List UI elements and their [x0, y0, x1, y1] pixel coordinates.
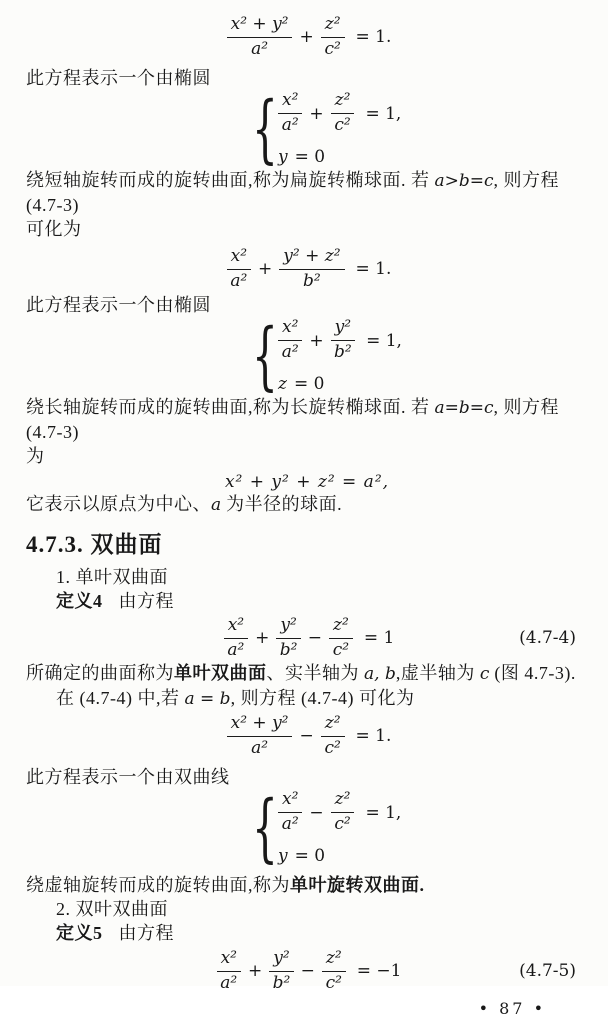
- subsection-two-sheet-hyperboloid: 2. 双叶双曲面: [56, 899, 168, 919]
- fraction: [331, 318, 355, 362]
- numerator: x² + y²: [227, 714, 293, 737]
- definition-4-label: 定义4: [56, 591, 103, 611]
- text-run: , 则方程 (4.7-3): [26, 170, 560, 215]
- fraction: [227, 247, 251, 291]
- fraction: [279, 247, 344, 291]
- fraction: [278, 790, 302, 834]
- equals-rhs: = 1.: [355, 27, 392, 47]
- numerator: y²: [269, 949, 293, 972]
- fraction: [224, 616, 248, 660]
- fraction: [278, 318, 302, 362]
- equation-one-sheet-reduced: [26, 713, 588, 759]
- paragraph-reduces-to: 可化为: [26, 219, 82, 239]
- page-number: • 87 •: [478, 999, 546, 1018]
- equals-rhs: = 0: [294, 146, 326, 167]
- paragraph-prolate-rotation: [26, 395, 588, 444]
- bold-term: 单叶双曲面: [174, 663, 267, 683]
- text-run: , 则方程 (4.7-3): [26, 397, 560, 442]
- denominator: a²: [281, 115, 299, 135]
- paragraph-ellipse-intro-2: 此方程表示一个由椭圆: [26, 295, 211, 315]
- equals-rhs: = 1,: [365, 802, 402, 823]
- system-lines: [274, 318, 402, 393]
- system-constraint-line: [274, 147, 325, 167]
- text-run: ,虚半轴为: [395, 663, 480, 683]
- equals-rhs: = 0: [294, 845, 326, 866]
- numerator: z²: [331, 91, 355, 114]
- paragraph-sphere-desc: [26, 492, 588, 517]
- denominator: b²: [279, 639, 298, 660]
- plus-operator: +: [309, 103, 324, 124]
- text-run: 、实半轴为: [266, 663, 364, 683]
- equation-number: (4.7-4): [519, 628, 576, 648]
- fraction: [227, 15, 293, 59]
- variable: y: [278, 146, 288, 167]
- definition-5-text: 由方程: [118, 923, 174, 943]
- denominator: a²: [230, 270, 248, 291]
- plus-operator: +: [299, 27, 314, 47]
- text-run: 为半径的球面.: [221, 494, 343, 514]
- numerator: z²: [322, 949, 346, 972]
- system-equation-line: [274, 318, 402, 362]
- numerator: z²: [331, 790, 355, 813]
- denominator: a²: [251, 737, 269, 758]
- denominator: a²: [251, 38, 269, 59]
- denominator: a²: [281, 814, 299, 834]
- equals-rhs: = 1.: [355, 726, 392, 746]
- denominator: a²: [220, 972, 238, 993]
- fraction: [329, 616, 353, 660]
- text-run: 绕短轴旋转而成的旋转曲面,称为扁旋转椭球面. 若: [26, 170, 435, 190]
- plus-operator: +: [247, 961, 263, 981]
- section-heading-hyperboloids: 4.7.3. 双曲面: [26, 532, 163, 557]
- denominator: c²: [334, 115, 351, 135]
- numerator: z²: [329, 616, 353, 639]
- numerator: x²: [217, 949, 241, 972]
- subsection-one-sheet-hyperboloid: 1. 单叶双曲面: [56, 567, 168, 587]
- equals-rhs: = −1: [356, 961, 402, 981]
- paragraph-case-a-equals-b: [26, 686, 588, 711]
- system-hyperbola-xz: [252, 785, 588, 871]
- equation-two-sheet-hyperboloid: [26, 947, 588, 995]
- denominator: c²: [324, 737, 341, 758]
- system-brace: {: [252, 313, 278, 399]
- system-lines: [274, 91, 401, 166]
- denominator: b²: [303, 270, 321, 291]
- minus-operator: −: [300, 961, 315, 981]
- numerator: z²: [321, 15, 345, 38]
- paragraph-hyperboloid-desc: [26, 661, 588, 686]
- text-run: 在 (4.7-4) 中,若: [56, 688, 185, 708]
- variable: z: [278, 373, 287, 394]
- definition-4-line: [26, 589, 588, 613]
- numerator: y²: [276, 616, 300, 639]
- fraction: [269, 949, 293, 993]
- fraction: [322, 949, 346, 993]
- system-lines: [274, 790, 401, 865]
- bold-term: 单叶旋转双曲面.: [290, 875, 425, 895]
- numerator: x²: [278, 790, 302, 813]
- fraction: [217, 949, 241, 993]
- numerator: y²: [331, 318, 355, 341]
- equation-oblate-spheroid: [26, 14, 588, 60]
- variable: y: [278, 845, 288, 866]
- system-constraint-line: [274, 846, 325, 866]
- fraction: [331, 91, 355, 135]
- equals-rhs: = 0: [293, 373, 325, 394]
- paragraph-oblate-rotation: [26, 168, 588, 217]
- equation-prolate-spheroid: [26, 245, 588, 293]
- denominator: c²: [325, 972, 342, 993]
- definition-4-text: 由方程: [118, 591, 174, 611]
- inline-math: a, b: [364, 664, 396, 684]
- numerator: x²: [227, 247, 251, 270]
- fraction: [321, 714, 345, 758]
- fraction: [276, 616, 300, 660]
- minus-operator: −: [309, 802, 324, 823]
- numerator: x²: [278, 318, 302, 341]
- system-ellipse-xz: [252, 86, 588, 172]
- definition-5-line: [26, 921, 588, 945]
- plus-operator: +: [255, 628, 270, 648]
- paragraph-becomes: 为: [26, 446, 45, 466]
- numerator: z²: [321, 714, 345, 737]
- numerator: y² + z²: [279, 247, 344, 270]
- denominator: c²: [324, 38, 341, 59]
- text-run: , 则方程 (4.7-4) 可化为: [230, 688, 415, 708]
- equals-rhs: = 1.: [355, 259, 392, 279]
- text-run: 绕虚轴旋转而成的旋转曲面,称为: [26, 875, 290, 895]
- denominator: b²: [334, 342, 352, 362]
- equation-number: (4.7-5): [519, 961, 576, 981]
- numerator: x²: [224, 616, 248, 639]
- inline-math: a>b=c: [434, 171, 494, 191]
- fraction: [321, 15, 345, 59]
- inline-math: a: [211, 495, 222, 515]
- system-equation-line: [274, 91, 401, 135]
- inline-math: a = b: [184, 689, 231, 709]
- equals-rhs: = 1: [363, 628, 395, 648]
- system-brace: {: [252, 785, 278, 871]
- text-run: 绕长轴旋转而成的旋转曲面,称为长旋转椭球面. 若: [26, 397, 435, 417]
- inline-math: a=b=c: [434, 398, 494, 418]
- paragraph-hyperbola-intro: 此方程表示一个由双曲线: [26, 767, 230, 787]
- inline-math: c: [479, 664, 490, 684]
- equation-one-sheet-hyperboloid: [26, 615, 588, 661]
- equation-row-4-7-5: [26, 947, 588, 995]
- text-run: (图 4.7-3).: [489, 663, 576, 683]
- denominator: a²: [227, 639, 245, 660]
- numerator: x²: [278, 91, 302, 114]
- equals-rhs: = 1,: [366, 330, 402, 351]
- numerator: x² + y²: [227, 15, 293, 38]
- minus-operator: −: [299, 726, 314, 746]
- equals-rhs: = 1,: [365, 103, 402, 124]
- equation-sphere: x² + y² + z² = a²,: [224, 472, 390, 492]
- plus-operator: +: [258, 259, 273, 279]
- paragraph-rotation-hyperboloid: [26, 873, 588, 897]
- text-run: 它表示以原点为中心、: [26, 494, 211, 514]
- fraction: [331, 790, 355, 834]
- paragraph-ellipse-intro-1: 此方程表示一个由椭圆: [26, 68, 211, 88]
- minus-operator: −: [307, 628, 323, 648]
- system-constraint-line: [274, 374, 324, 394]
- denominator: c²: [332, 639, 350, 660]
- system-equation-line: [274, 790, 401, 834]
- fraction: [227, 714, 293, 758]
- denominator: c²: [334, 814, 351, 834]
- system-ellipse-xy: [252, 313, 588, 399]
- system-brace: {: [252, 86, 278, 172]
- fraction: [278, 91, 302, 135]
- definition-5-label: 定义5: [56, 923, 103, 943]
- equation-row-4-7-4: [26, 615, 588, 661]
- denominator: b²: [272, 972, 291, 993]
- text-run: 所确定的曲面称为: [26, 663, 174, 683]
- denominator: a²: [281, 342, 299, 362]
- plus-operator: +: [309, 330, 324, 351]
